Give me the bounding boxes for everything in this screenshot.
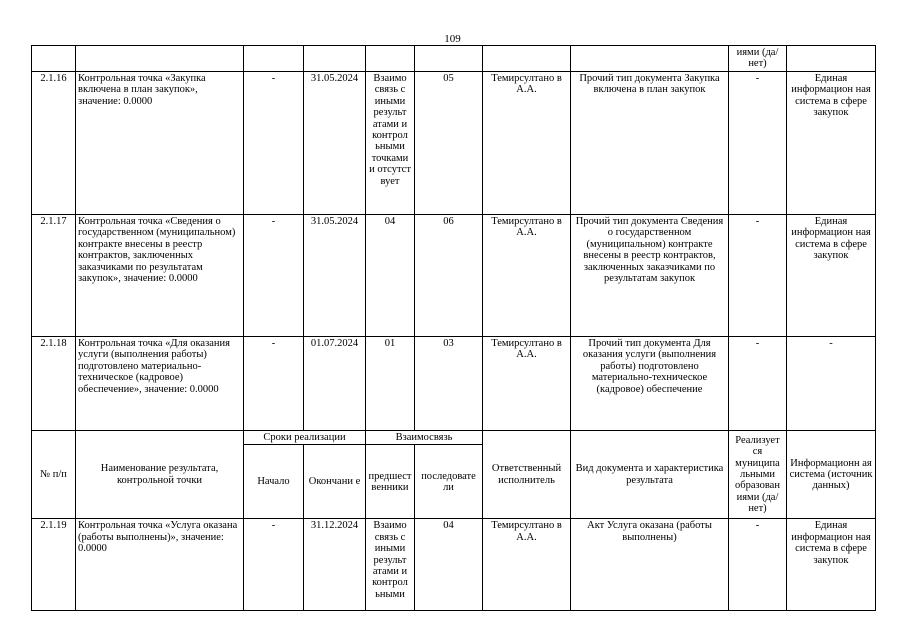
page-number: 109	[444, 33, 461, 45]
header-info: Информационн ая система (источник данных)	[787, 431, 876, 519]
header-end: Окончани е	[304, 445, 366, 519]
table-row: 2.1.17 Контрольная точка «Сведения о государственном (муниципальном) контракте внесены в реестр контрактов, заключенных заказчиками по результатам закупок», значение: 0.0000 - 31.05.2024 04 06 Темирсултано в А.А. Прочий тип документа Сведения о государственном (муниципальном) контракте внесены в реестр контрактов, заключенных заказчиками по результатам закупок - Единая информацион ная система в сфере закупок	[32, 215, 876, 337]
table-row: 2.1.19 Контрольная точка «Услуга оказана (работы выполнены)», значение: 0.0000 - 31.12.2024 Взаимо связь с иными результ атами и контрол ьными 04 Темирсултано в А.А. Акт Услуга оказана (работы выполнены) - Единая информацион ная система в сфере закупок	[32, 519, 876, 611]
continued-row	[32, 46, 876, 72]
table-row: 2.1.16 Контрольная точка «Закупка включена в план закупок», значение: 0.0000 - 31.05.2024 Взаимо связь с иными результ атами и контрол ьными точками и отсутст вует 05 Темирсултано в А.А. Прочий тип документа Закупка включена в план закупок - Единая информацион ная система в сфере закупок	[32, 72, 876, 215]
header-doc: Вид документа и характеристика результата	[571, 431, 729, 519]
header-name: Наименование результата, контрольной точки	[76, 431, 244, 519]
results-table	[31, 45, 876, 611]
table-row: 2.1.18 Контрольная точка «Для оказания услуги (выполнения работы) подготовлено материально-техническое (кадровое) обеспечение», значение: 0.0000 - 01.07.2024 01 03 Темирсултано в А.А. Прочий тип документа Для оказания услуги (выполнения работы) подготовлено материально-техническое (кадровое) обеспечение - -	[32, 337, 876, 431]
header-num: № п/п	[32, 431, 76, 519]
top-cell: иями (да/нет)	[729, 46, 787, 72]
header-pred: предшест венники	[366, 445, 415, 519]
header-start: Начало	[244, 445, 304, 519]
header-row	[32, 431, 876, 445]
header-terms: Сроки реализации	[244, 431, 366, 445]
header-succ: последовате ли	[415, 445, 483, 519]
header-mun: Реализует ся муниципа льными образован иями (да/нет)	[729, 431, 787, 519]
header-link: Взаимосвязь	[366, 431, 483, 445]
header-resp: Ответственный исполнитель	[483, 431, 571, 519]
